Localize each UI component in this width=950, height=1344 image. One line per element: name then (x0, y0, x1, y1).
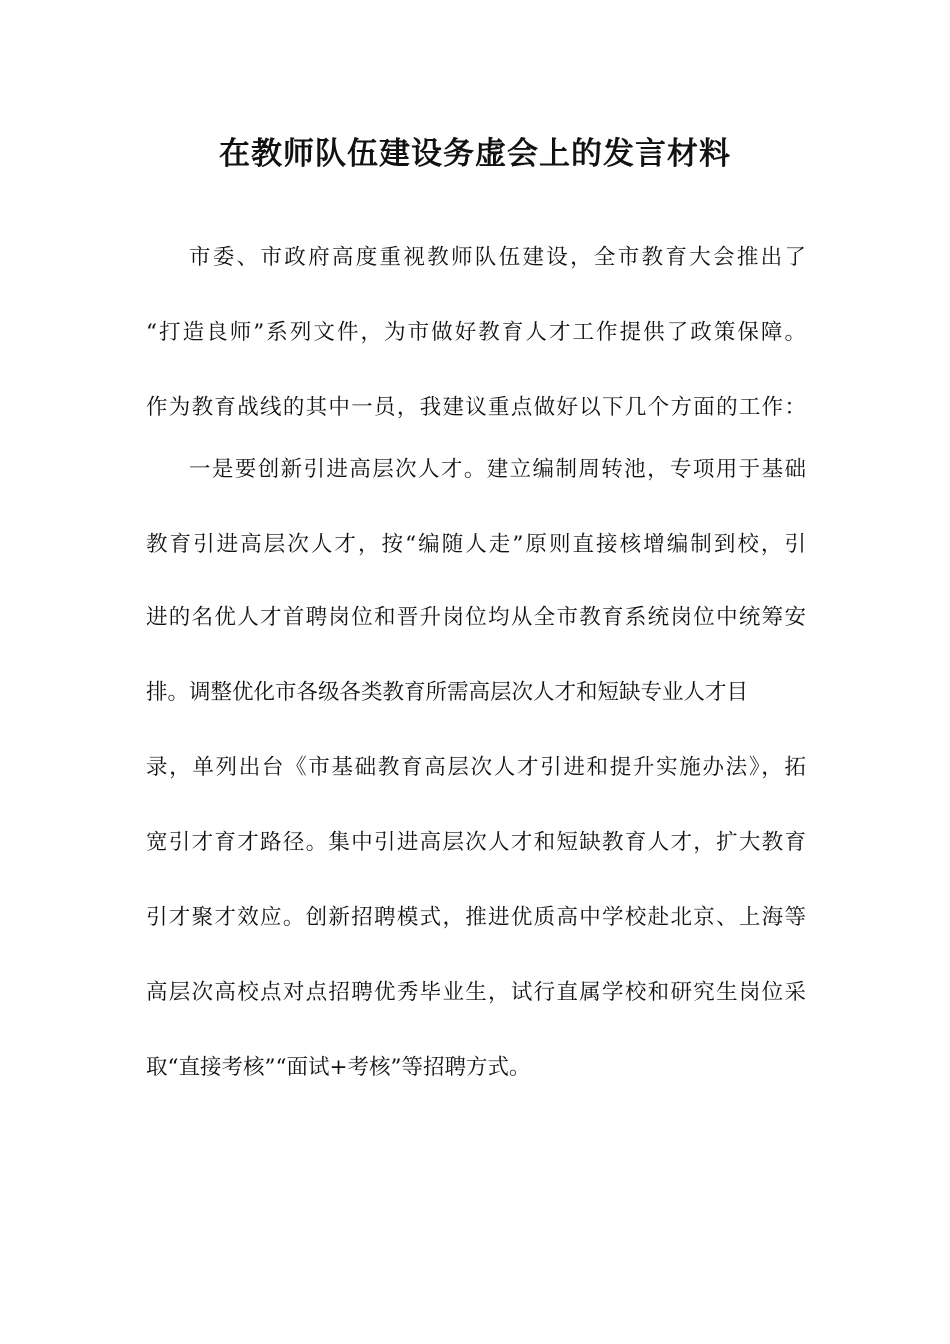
paragraph-line: 进的名优人才首聘岗位和晋升岗位均从全市教育系统岗位中统筹安 (146, 605, 806, 630)
paragraph-line: 取“直接考核”“面试+考核”等招聘方式。 (146, 1055, 531, 1080)
paragraph-line: 作为教育战线的其中一员，我建议重点做好以下几个方面的工作： (146, 395, 806, 420)
paragraph-line: “打造良师”系列文件，为市做好教育人才工作提供了政策保障。 (146, 320, 806, 345)
paragraph-line: 引才聚才效应。创新招聘模式，推进优质高中学校赴北京、上海等 (146, 905, 806, 930)
document-title: 在教师队伍建设务虚会上的发言材料 (219, 136, 731, 172)
paragraph-line: 宽引才育才路径。集中引进高层次人才和短缺教育人才，扩大教育 (146, 830, 806, 855)
paragraph-line: 一是要创新引进高层次人才。建立编制周转池，专项用于基础 (189, 457, 806, 482)
paragraph-line: 教育引进高层次人才，按“编随人走”原则直接核增编制到校，引 (146, 532, 806, 557)
paragraph-line: 高层次高校点对点招聘优秀毕业生，试行直属学校和研究生岗位采 (146, 980, 806, 1005)
paragraph-line: 排。调整优化市各级各类教育所需高层次人才和短缺专业人才目 (146, 680, 749, 705)
paragraph-line: 录，单列出台《市基础教育高层次人才引进和提升实施办法》，拓 (146, 755, 806, 780)
paragraph-line: 市委、市政府高度重视教师队伍建设，全市教育大会推出了 (189, 245, 806, 270)
